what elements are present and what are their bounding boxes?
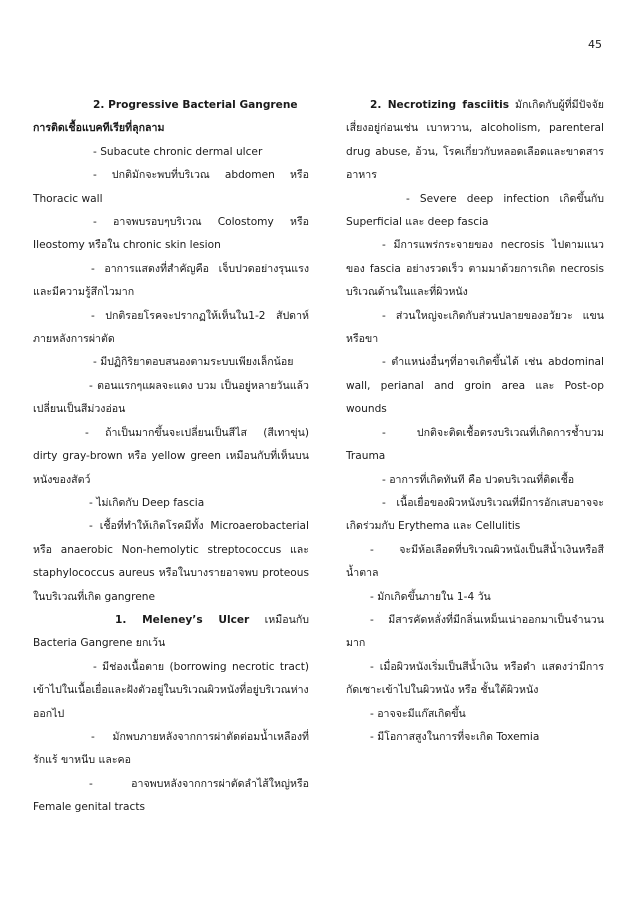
- list-item: - จะมีห้อเลือดที่บริเวณผิวหนังเป็นสีน้ำเงินหรือสีน้ำตาล: [346, 543, 604, 580]
- list-item: - อาจจะมีแก๊สเกิดขึ้น: [370, 707, 466, 720]
- list-item: - เนื้อเยื่อของผิวหนังบริเวณที่มีการอักเสบอาจจะเกิดร่วมกับ Erythema และ Cellulitis: [346, 496, 604, 533]
- list-item: - เมื่อผิวหนังเริ่มเป็นสีน้ำเงิน หรือดำ แสดงว่ามีการกัดเซาะเข้าไปในผิวหนัง หรือ ชั้นใต้ผิวหนัง: [346, 660, 604, 697]
- list-item: - ส่วนใหญ่จะเกิดกับส่วนปลายของอวัยวะ แขน หรือขา: [346, 309, 604, 346]
- list-item: - อาการแสดงที่สำคัญคือ เจ็บปวดอย่างรุนแรงและมีความรู้สึกไวมาก: [33, 262, 309, 299]
- list-item: - มีโอกาสสูงในการที่จะเกิด Toxemia: [370, 730, 540, 743]
- list-item: - Subacute chronic dermal ulcer: [93, 145, 263, 158]
- list-item: - ตอนแรกๆแผลจะแดง บวม เป็นอยู่หลายวันแล้วเปลี่ยนเป็นสีม่วงอ่อน: [33, 379, 309, 416]
- left-column: [33, 94, 309, 820]
- subsection-paragraph: [33, 609, 309, 656]
- list-item: - มีสารคัดหลั่งที่มีกลิ่นเหม็นเน่าออกมาเป็นจำนวนมาก: [346, 613, 604, 650]
- list-item: - มักเกิดขึ้นภายใน 1-4 วัน: [370, 590, 491, 603]
- list-item: - ปกติมักจะพบที่บริเวณ abdomen หรือ Thoracic wall: [33, 169, 309, 205]
- list-item: - ปกติรอยโรคจะปรากฏให้เห็นใน1-2 สัปดาห์ภายหลังการผ่าตัด: [33, 309, 309, 346]
- list-item: - มักพบภายหลังจากการผ่าตัดต่อมน้ำเหลืองที่รักแร้ ขาหนีบ และคอ: [33, 730, 309, 767]
- list-item: - เชื้อที่ทำให้เกิดโรคมีทั้ง Microaerobacterial หรือ anaerobic Non-hemolytic streptococcus และ staphylococcus aureus หรือในบางรายอาจพบ proteous ในบริเวณที่เกิด gangrene: [33, 520, 309, 603]
- subsection-heading: 1. Meleney’s Ulcer: [115, 613, 250, 626]
- list-item: - มีการแพร่กระจายของ necrosis ไปตามแนวของ fascia อย่างรวดเร็ว ตามมาด้วยการเกิด necrosis บริเวณด้านในและที่ผิวหนัง: [346, 239, 604, 299]
- list-item: - อาการที่เกิดทันที คือ ปวดบริเวณที่ติดเชื้อ: [382, 473, 575, 486]
- subsection-text: มักเกิดกับผู้ที่มีปัจจัยเสี่ยงอยู่ก่อนเช่น เบาหวาน, alcoholism, parenteral drug abuse, อ้วน, โรคเกี่ยวกับหลอดเลือดและขาดสารอาหาร: [346, 99, 604, 182]
- subsection-heading: 2. Necrotizing fasciitis: [370, 99, 510, 111]
- right-column: [346, 94, 604, 749]
- list-item: - มีปฏิกิริยาตอบสนองตามระบบเพียงเล็กน้อย: [93, 356, 294, 369]
- list-item: - ปกติจะติดเชื้อตรงบริเวณที่เกิดการช้ำบวม Trauma: [346, 426, 604, 463]
- list-item: - อาจพบรอบๆบริเวณ Colostomy หรือ Ileostomy หรือใน chronic skin lesion: [33, 216, 309, 252]
- section-subtitle-thai: การติดเชื้อแบคทีเรียที่ลุกลาม: [33, 122, 165, 135]
- list-item: - อาจพบหลังจากการผ่าตัดลำไส้ใหญ่หรือ Female genital tracts: [33, 777, 309, 814]
- list-item: - ไม่เกิดกับ Deep fascia: [89, 496, 205, 509]
- list-item: - มีช่องเนื้อตาย (borrowing necrotic tract) เข้าไปในเนื้อเยื่อและฝังตัวอยู่ในบริเวณผิวหนังที่อยู่บริเวณห่างออกไป: [33, 660, 309, 720]
- page-number: 45: [588, 38, 602, 51]
- list-item: - ตำแหน่งอื่นๆที่อาจเกิดขึ้นได้ เช่น abdominal wall, perianal and groin area และ Post-op wounds: [346, 356, 604, 416]
- subsection-paragraph: [346, 94, 604, 188]
- list-item: - ถ้าเป็นมากขึ้นจะเปลี่ยนเป็นสีไส (สีเทาขุ่น) dirty gray-brown หรือ yellow green เหมือนกับที่เห็นบนหนังของสัตว์: [33, 426, 309, 486]
- list-item: - Severe deep infection เกิดขึ้นกับ Superficial และ deep fascia: [346, 192, 604, 229]
- section-heading: 2. Progressive Bacterial Gangrene: [93, 99, 298, 111]
- subsection-text: เหมือนกับ Bacteria Gangrene ยกเว้น: [33, 613, 309, 650]
